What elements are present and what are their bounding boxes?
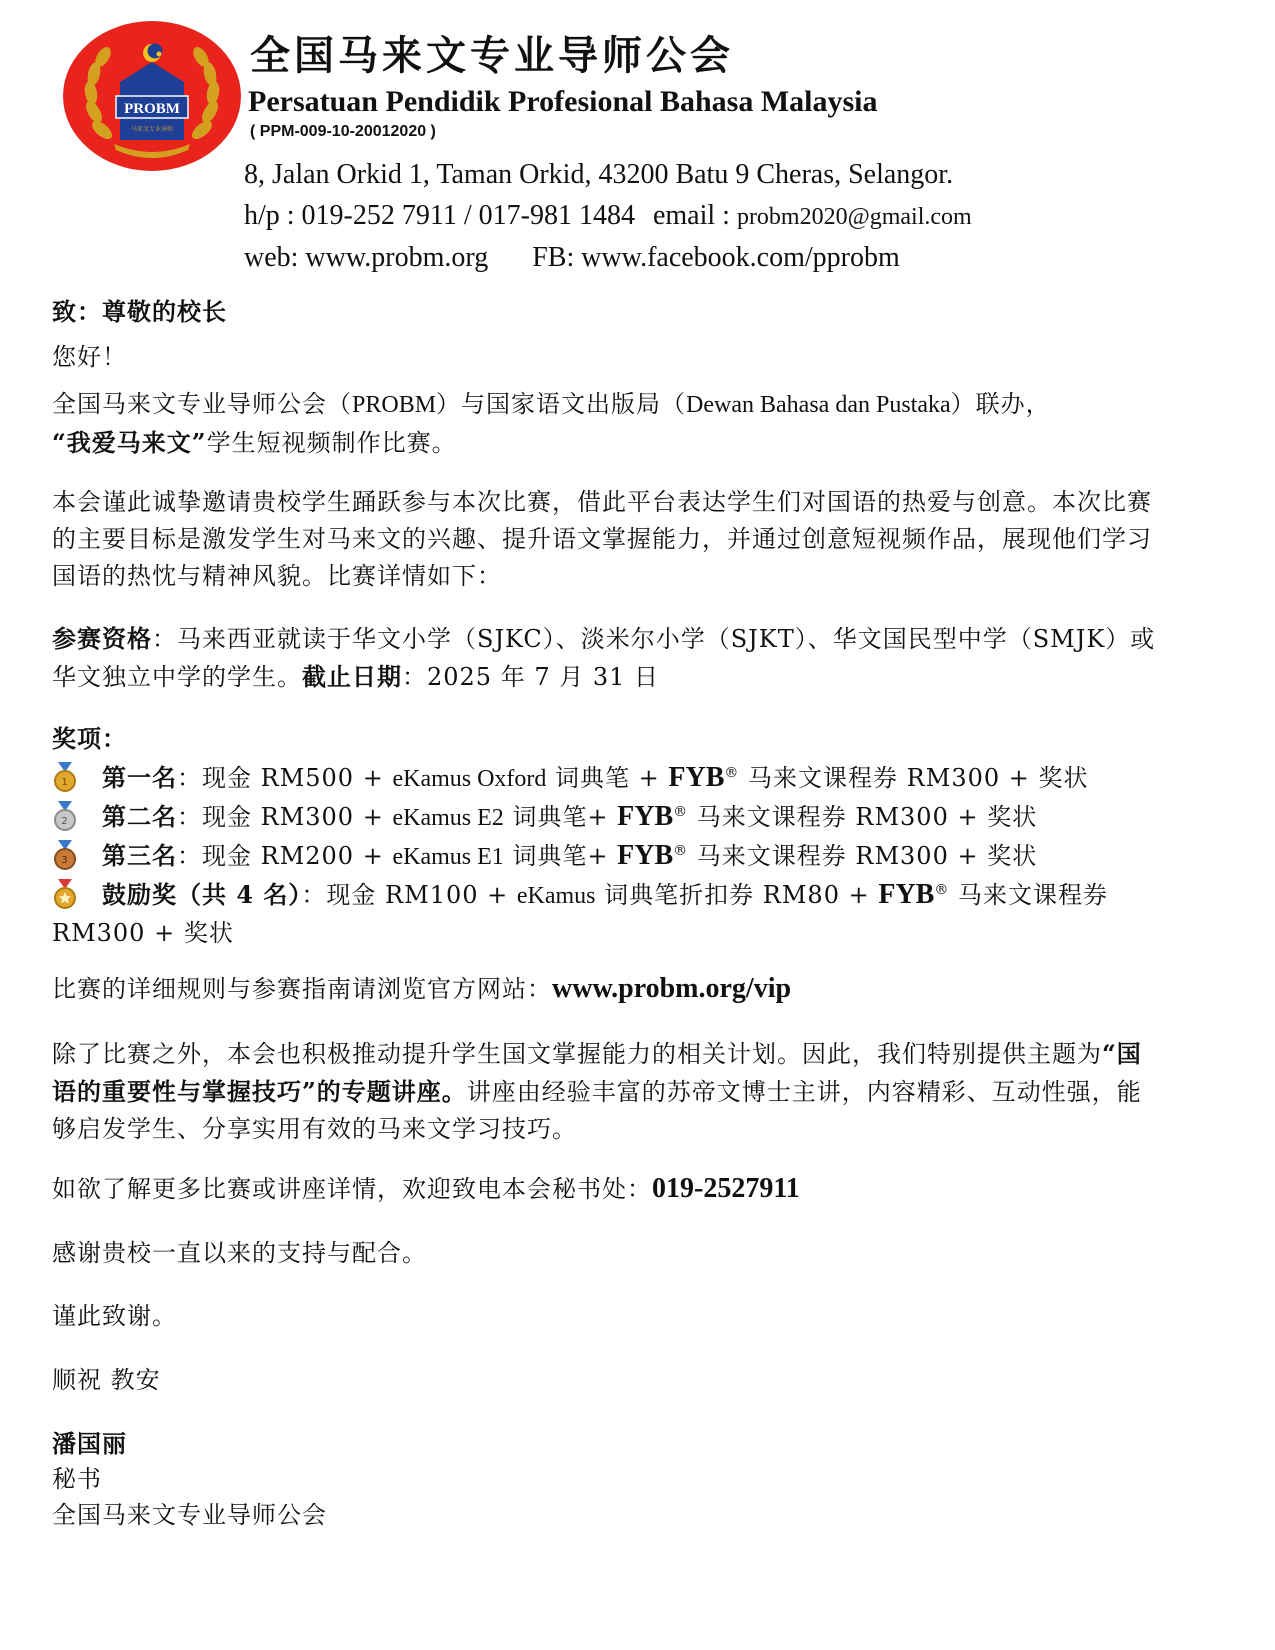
prize-item-type: 词典笔折扣券 RM80 + [595,881,879,909]
closing-line-2: 顺祝 教安 [52,1366,161,1394]
org-name-cn: 全国马来文专业导师公会 [250,32,734,79]
prize-item-type: 词典笔+ [503,842,618,870]
closing-line-1: 谨此致谢。 [52,1302,177,1330]
talk-topic: “国语的重要性与掌握技巧”的专题讲座。 [52,1039,1142,1106]
prize-list [52,759,1162,952]
intro-paragraph [52,386,1162,462]
prize-rank: 第一名 [102,763,177,792]
prize-cash: ：现金 RM300 + [177,803,393,831]
deadline-label: 截止日期 [302,662,402,691]
prize-voucher: 马来文课程券 RM300 + 奖状 [739,764,1089,792]
prize-encouragement [52,876,1162,952]
gold-medal-icon [52,762,78,792]
intro-probm: PROBM [352,392,437,418]
signer-title: 秘书 [52,1465,102,1493]
prizes-title: 奖项： [52,724,127,753]
talk-text-2: 讲座由经验丰富的苏帝文博士主讲，内容精彩、互动性强，能够启发学生、分享实用有效的马来文学习技巧。 [52,1078,1142,1143]
eligibility-paragraph [52,620,1162,696]
logo-motto-text: 马来文专业导师 [130,126,174,133]
prize-rank: 鼓励奖（共 4 名） [102,880,302,909]
salutation: 致：尊敬的校长 [52,297,227,326]
email-label: email : [652,200,730,231]
website[interactable]: web: www.probm.org [244,242,489,273]
event-description: 学生短视频制作比赛。 [206,429,457,457]
signer-organization: 全国马来文专业导师公会 [52,1501,327,1529]
contact-line [244,199,972,234]
prize-cash: ：现金 RM500 + [177,764,393,792]
svg-text:3: 3 [61,855,69,866]
intro-text-3: ）联办， [950,390,1051,418]
talk-text-1: 除了比赛之外，本会也积极推动提升学生国文掌握能力的相关计划。因此，我们特别提供主题为 [52,1040,1102,1068]
deadline-text: ：2025 年 7 月 31 日 [402,663,660,691]
contact-paragraph [52,1170,1162,1208]
svg-text:1: 1 [61,777,69,788]
prize-voucher: 马来文课程券 RM300 + 奖状 [688,803,1038,831]
registration-number: ( PPM-009-10-20012020 ) [250,123,436,140]
web-line [244,241,900,275]
rules-text: 比赛的详细规则与参赛指南请浏览官方网站： [52,975,552,1003]
star-medal-icon [52,879,78,909]
fyb-brand: FYB [617,801,674,832]
eligibility-label: 参赛资格 [52,624,152,653]
signer-name: 潘国丽 [52,1429,127,1458]
eligibility-text: ：马来西亚就读于华文小学（SJKC）、淡米尔小学（SJKT）、华文国民型中学（SMJK）或华文独立中学的学生。 [52,625,1156,691]
fyb-brand: FYB [668,762,725,793]
prize-first [52,759,1162,798]
invitation-paragraph: 本会谨此诚挚邀请贵校学生踊跃参与本次比赛，借此平台表达学生们对国语的热爱与创意。本次比赛的主要目标是激发学生对马来文的兴趣、提升语文掌握能力，并通过创意短视频作品，展现他们学习国语的热忱与精神风貌。比赛详情如下： [52,488,1152,590]
logo-ribbon-text: PROBM [124,101,180,117]
intro-dbp: Dewan Bahasa dan Pustaka [686,392,951,418]
prize-voucher: 马来文课程券 RM300 + 奖状 [52,881,1108,947]
prize-voucher: 马来文课程券 RM300 + 奖状 [688,842,1038,870]
svg-text:2: 2 [61,816,69,827]
prize-cash: ：现金 RM200 + [177,842,393,870]
facebook-page[interactable]: FB: www.facebook.com/pprobm [532,242,900,273]
prize-second [52,798,1162,837]
fyb-brand: FYB [878,879,935,910]
address: 8, Jalan Orkid 1, Taman Orkid, 43200 Batu 9 Cheras, Selangor. [244,159,954,190]
prize-third [52,837,1162,876]
fyb-brand: FYB [617,840,674,871]
prize-item: eKamus [516,883,596,909]
registered-mark: ® [673,804,689,820]
org-name-ms: Persatuan Pendidik Profesional Bahasa Malaysia [248,85,878,118]
prize-item: eKamus Oxford [392,766,547,792]
probm-logo [62,20,242,172]
prize-item: eKamus E2 [392,805,504,831]
prize-rank: 第三名 [102,841,177,870]
bronze-medal-icon [52,840,78,870]
prize-item-type: 词典笔+ [503,803,618,831]
greeting: 您好！ [52,343,127,371]
talk-paragraph [52,1035,1162,1148]
prize-item-type: 词典笔 + [546,764,669,792]
registered-mark: ® [724,765,740,781]
prize-cash: ：现金 RM100 + [301,881,517,909]
prize-item: eKamus E1 [392,844,504,870]
intro-text-1: 全国马来文专业导师公会（ [52,390,352,418]
silver-medal-icon [52,801,78,831]
thanks-line: 感谢贵校一直以来的支持与配合。 [52,1239,427,1267]
event-name: “我爱马来文” [52,428,207,457]
rules-paragraph [52,970,1162,1008]
rules-url-link[interactable]: www.probm.org/vip [552,973,792,1004]
intro-text-2: ）与国家语文出版局（ [436,390,687,418]
contact-text: 如欲了解更多比赛或讲座详情，欢迎致电本会秘书处： [52,1175,652,1203]
contact-phone[interactable]: 019-2527911 [652,1173,800,1204]
prize-rank: 第二名 [102,802,177,831]
email-address[interactable]: probm2020@gmail.com [736,204,972,230]
phone-numbers: h/p : 019-252 7911 / 017-981 1484 [244,200,635,231]
registered-mark: ® [934,882,950,898]
registered-mark: ® [673,843,689,859]
